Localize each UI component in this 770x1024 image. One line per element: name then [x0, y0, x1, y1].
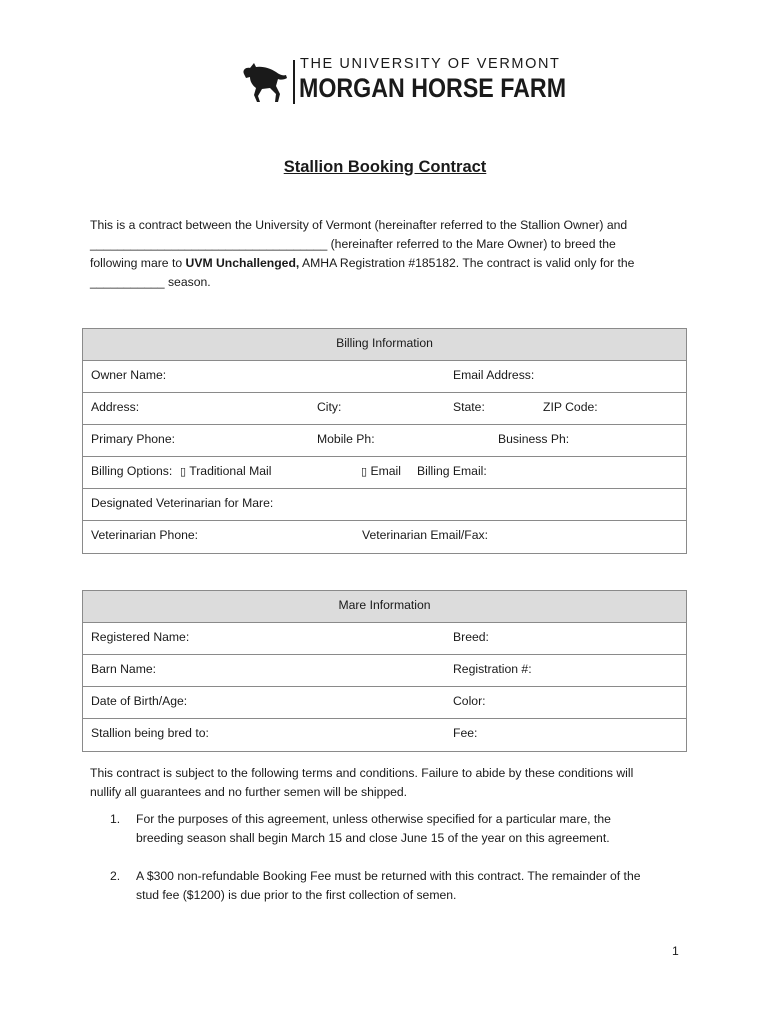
intro-line3 — [90, 254, 680, 273]
mare-header: Mare Information — [83, 591, 686, 623]
university-logo — [240, 56, 567, 108]
table-row — [83, 457, 686, 489]
traditional-mail-option[interactable] — [180, 464, 271, 478]
table-row — [83, 361, 686, 393]
traditional-mail-label: Traditional Mail — [189, 464, 272, 478]
intro-line2-text: (hereinafter referred to the Mare Owner) to breed the — [327, 237, 616, 251]
org-line2: MORGAN HORSE FARM — [299, 73, 567, 103]
table-row — [83, 623, 686, 655]
org-line1: THE UNIVERSITY OF VERMONT — [300, 56, 561, 72]
billing-email-field[interactable]: Billing Email: — [417, 464, 487, 478]
intro-line3-post: AMHA Registration #185182. The contract is valid only for the — [299, 256, 635, 270]
table-row — [83, 489, 686, 521]
billing-table — [82, 328, 687, 554]
breed-field[interactable]: Breed: — [453, 630, 489, 644]
mare-owner-blank[interactable]: ___________________________________ — [90, 237, 328, 251]
registered-name-field[interactable]: Registered Name: — [91, 630, 190, 644]
stallion-field[interactable]: Stallion being bred to: — [91, 726, 209, 740]
vet-field[interactable]: Designated Veterinarian for Mare: — [91, 496, 274, 510]
checkbox-icon[interactable]: ▯ — [180, 465, 187, 478]
email-option-label: Email — [370, 464, 401, 478]
table-row — [83, 393, 686, 425]
list-text-line1: For the purposes of this agreement, unless otherwise specified for a particular mare, the — [136, 812, 611, 826]
registration-field[interactable]: Registration #: — [453, 662, 532, 676]
list-number: 1. — [110, 812, 121, 826]
mobile-phone-field[interactable]: Mobile Ph: — [317, 432, 375, 446]
list-text-line1: A $300 non-refundable Booking Fee must be returned with this contract. The remainder of the — [136, 869, 641, 883]
email-option[interactable] — [361, 464, 401, 478]
intro-paragraph — [90, 216, 680, 292]
color-field[interactable]: Color: — [453, 694, 486, 708]
terms-paragraph — [90, 764, 680, 802]
stallion-name: UVM Unchallenged, — [182, 256, 300, 270]
table-row — [83, 719, 686, 751]
terms-line2: nullify all guarantees and no further semen will be shipped. — [90, 785, 408, 799]
list-text-line2: breeding season shall begin March 15 and close June 15 of the year on this agreement. — [136, 831, 610, 845]
owner-name-field[interactable]: Owner Name: — [91, 368, 167, 382]
business-phone-field[interactable]: Business Ph: — [498, 432, 570, 446]
intro-line2 — [90, 235, 680, 254]
city-field[interactable]: City: — [317, 400, 342, 414]
page-title: Stallion Booking Contract — [283, 158, 487, 176]
mare-table — [82, 590, 687, 752]
barn-name-field[interactable]: Barn Name: — [91, 662, 157, 676]
logo-divider — [293, 60, 295, 104]
list-number: 2. — [110, 869, 121, 883]
zip-field[interactable]: ZIP Code: — [543, 400, 598, 414]
billing-header: Billing Information — [83, 329, 686, 361]
primary-phone-field[interactable]: Primary Phone: — [91, 432, 175, 446]
season-blank[interactable]: ___________ — [90, 275, 165, 289]
table-row — [83, 425, 686, 457]
table-row — [83, 521, 686, 553]
intro-line4 — [90, 273, 680, 292]
intro-line4-text: season. — [164, 275, 211, 289]
page-number: 1 — [672, 944, 679, 958]
state-field[interactable]: State: — [453, 400, 485, 414]
checkbox-icon[interactable]: ▯ — [361, 465, 368, 478]
billing-options-label: Billing Options: — [91, 464, 173, 478]
intro-line1: This is a contract between the University of Vermont (hereinafter referred to the Stallion Owner) and — [90, 218, 628, 232]
table-row — [83, 655, 686, 687]
vet-phone-field[interactable]: Veterinarian Phone: — [91, 528, 199, 542]
fee-field[interactable]: Fee: — [453, 726, 478, 740]
email-address-field[interactable]: Email Address: — [453, 368, 535, 382]
list-text-line2: stud fee ($1200) is due prior to the first collection of semen. — [136, 888, 457, 902]
address-field[interactable]: Address: — [91, 400, 140, 414]
intro-line3-pre: following mare to — [90, 256, 183, 270]
terms-line1: This contract is subject to the following terms and conditions. Failure to abide by these conditions will — [90, 766, 634, 780]
horse-icon — [240, 58, 290, 104]
vet-email-field[interactable]: Veterinarian Email/Fax: — [362, 528, 488, 542]
dob-field[interactable]: Date of Birth/Age: — [91, 694, 188, 708]
table-row — [83, 687, 686, 719]
